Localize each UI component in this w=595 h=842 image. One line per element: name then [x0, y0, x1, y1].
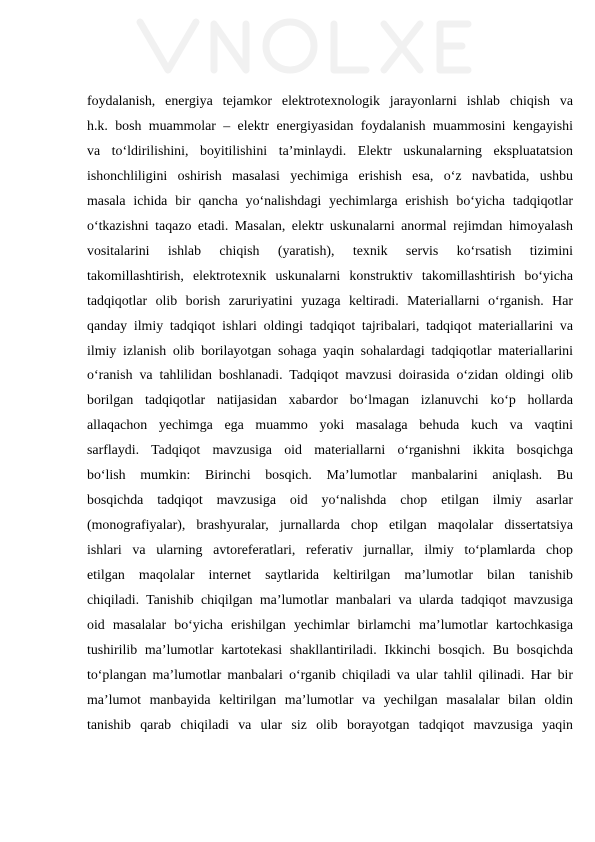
text-line: masala ichida bir qancha yo‘nalishdagi yechimlarga erishish bo‘yicha tadqiqotlar [87, 193, 573, 209]
text-line: etilgan maqolalar internet saytlarida keltirilgan ma’lumotlar bilan tanishib [87, 568, 573, 584]
text-line: tushirilib ma’lumotlar kartotekasi shakllantiriladi. Ikkinchi bosqich. Bu bosqichda [87, 642, 573, 658]
document-body [87, 90, 573, 739]
text-line: bosqichda tadqiqot mavzusiga oid yo‘nalishda chop etilgan ilmiy asarlar [87, 493, 573, 509]
text-line: o‘tkazishni taqazo etadi. Masalan, elektr uskunalarni anormal rejimdan himoyalash [87, 218, 573, 234]
text-line: ilmiy izlanish olib borilayotgan sohaga yaqin sohalardagi tadqiqotlar materiallarini [87, 343, 573, 359]
text-line: foydalanish, energiya tejamkor elektrotexnologik jarayonlarni ishlab chiqish va [87, 94, 573, 109]
text-line: tadqiqotlar olib borish zaruriyatini yuzaga keltiradi. Materiallarni o‘rganish. Har [87, 293, 573, 309]
text-line: sarflaydi. Tadqiqot mavzusiga oid materiallarni o‘rganishni ikkita bosqichga [87, 443, 573, 459]
text-line: tanishib qarab chiqiladi va ular siz olib borayotgan tadqiqot mavzusiga yaqin [87, 717, 573, 733]
text-line: borilgan tadqiqotlar natijasidan xabardor bo‘lmagan izlanuvchi ko‘p hollarda [87, 393, 573, 409]
text-line: o‘ranish va tahlilidan boshlanadi. Tadqiqot mavzusi doirasida o‘zidan oldingi olib [87, 368, 573, 384]
text-line: bo‘lish mumkin: Birinchi bosqich. Ma’lumotlar manbalarini aniqlash. Bu [87, 468, 573, 484]
text-line: ishlari va ularning avtoreferatlari, referativ jurnallar, ilmiy to‘plamlarda chop [87, 543, 573, 559]
text-line: qanday ilmiy tadqiqot ishlari oldingi tadqiqot tajribalari, tadqiqot materiallarini va [87, 318, 573, 334]
text-line: takomillashtirish, elektrotexnik uskunalarni konstruktiv takomillashtirish bo‘yicha [87, 268, 573, 284]
text-line: h.k. bosh muammolar – elektr energiyasidan foydalanish muammosini kengayishi [87, 118, 573, 134]
text-line: chiqiladi. Tanishib chiqilgan ma’lumotlar manbalari va ularda tadqiqot mavzusiga [87, 593, 573, 609]
text-line: oid masalalar bo‘yicha erishilgan yechimlar birlamchi ma’lumotlar kartochkasiga [87, 618, 573, 634]
text-line: ishonchliligini oshirish masalasi yechimiga erishish esa, o‘z navbatida, ushbu [87, 168, 573, 184]
text-line: to‘plangan ma’lumotlar manbalari o‘rganib chiqiladi va ular tahlil qilinadi. Har bir [87, 667, 573, 683]
text-line: (monografiyalar), brashyuralar, jurnallarda chop etilgan maqolalar dissertatsiya [87, 518, 573, 534]
text-line: va to‘ldirilishini, boyitilishini ta’minlaydi. Elektr uskunalarning ekspluatatsion [87, 143, 573, 159]
text-line: vositalarini ishlab chiqish (yaratish), texnik servis ko‘rsatish tizimini [87, 243, 573, 259]
text-line: allaqachon yechimga ega muammo yoki masalaga behuda kuch va vaqtini [87, 418, 573, 434]
text-line: ma’lumot manbayida keltirilgan ma’lumotlar va yechilgan masalalar bilan oldin [87, 692, 573, 708]
